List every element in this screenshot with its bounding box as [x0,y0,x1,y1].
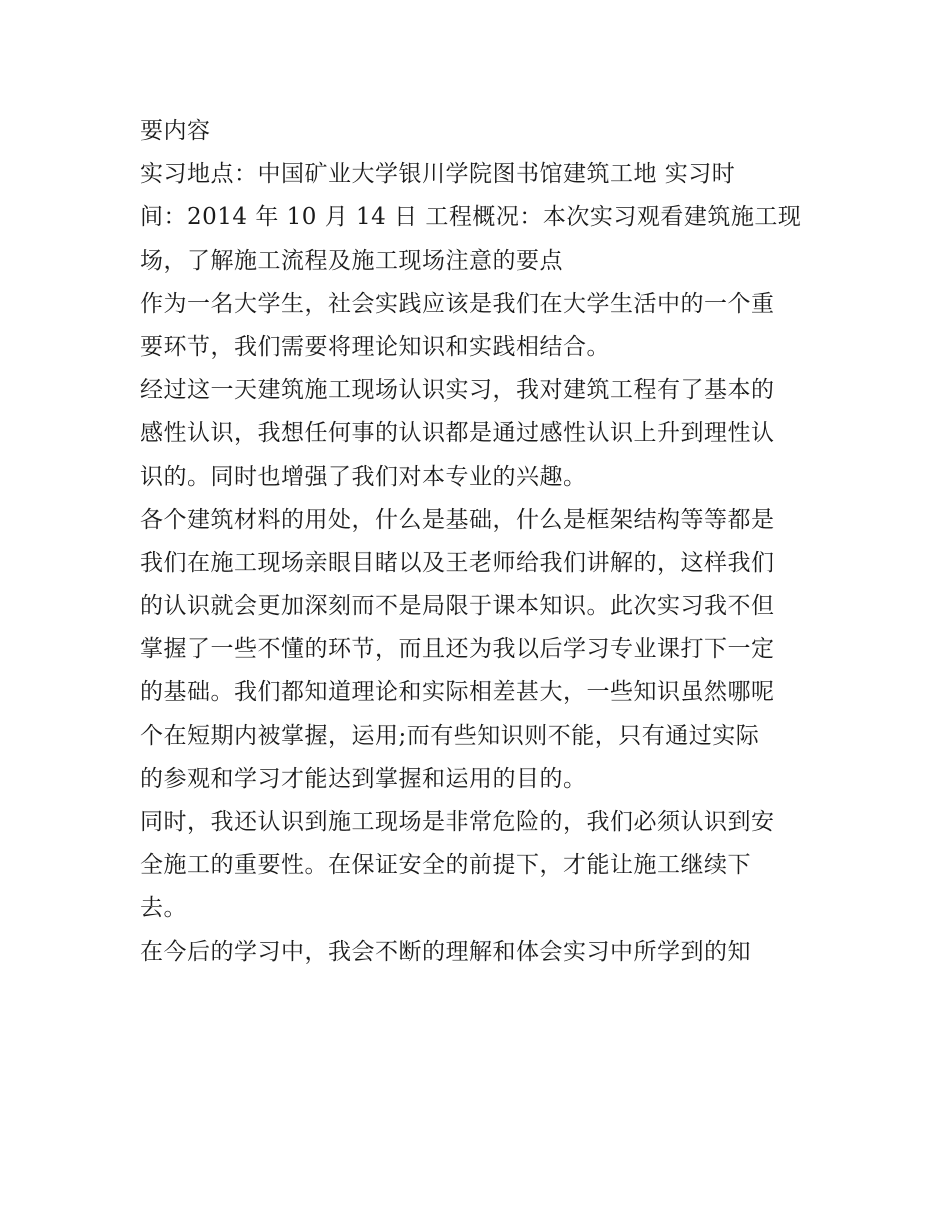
text-line: 的参观和学习才能达到掌握和运用的目的。 [140,765,587,792]
text-line: 各个建筑材料的用处，什么是基础，什么是框架结构等等都是 [140,506,775,533]
text-line: 要内容 [140,118,211,144]
text-line: 感性认识，我想任何事的认识都是通过感性认识上升到理性认 [140,420,775,447]
text-line: 去。 [140,895,187,922]
text-line: 全施工的重要性。在保证安全的前提下，才能让施工继续下 [140,852,751,879]
text-line: 在今后的学习中，我会不断的理解和体会实习中所学到的知 [140,938,751,965]
text-line: 的认识就会更加深刻而不是局限于课本知识。此次实习我不但 [140,593,775,620]
text-line: 间：2014 年 10 月 14 日 工程概况：本次实习观看建筑施工现 [140,204,802,231]
text-line: 掌握了一些不懂的环节，而且还为我以后学习专业课打下一定 [140,636,775,663]
text-line: 经过这一天建筑施工现场认识实习，我对建筑工程有了基本的 [140,377,775,404]
text-line: 同时，我还认识到施工现场是非常危险的，我们必须认识到安 [140,809,775,835]
text-line: 个在短期内被掌握，运用;而有些知识则不能，只有通过实际 [140,722,760,749]
text-line: 实习地点：中国矿业大学银川学院图书馆建筑工地 实习时 [140,161,736,188]
text-line: 要环节，我们需要将理论知识和实践相结合。 [140,333,610,360]
text-line: 的基础。我们都知道理论和实际相差甚大，一些知识虽然哪呢 [140,679,775,706]
text-line: 我们在施工现场亲眼目睹以及王老师给我们讲解的，这样我们 [140,549,775,576]
text-line: 识的。同时也增强了我们对本专业的兴趣。 [140,463,587,490]
text-line: 场，了解施工流程及施工现场注意的要点 [140,247,563,274]
document-body [140,110,820,974]
text-line: 作为一名大学生，社会实践应该是我们在大学生活中的一个重 [140,290,775,317]
